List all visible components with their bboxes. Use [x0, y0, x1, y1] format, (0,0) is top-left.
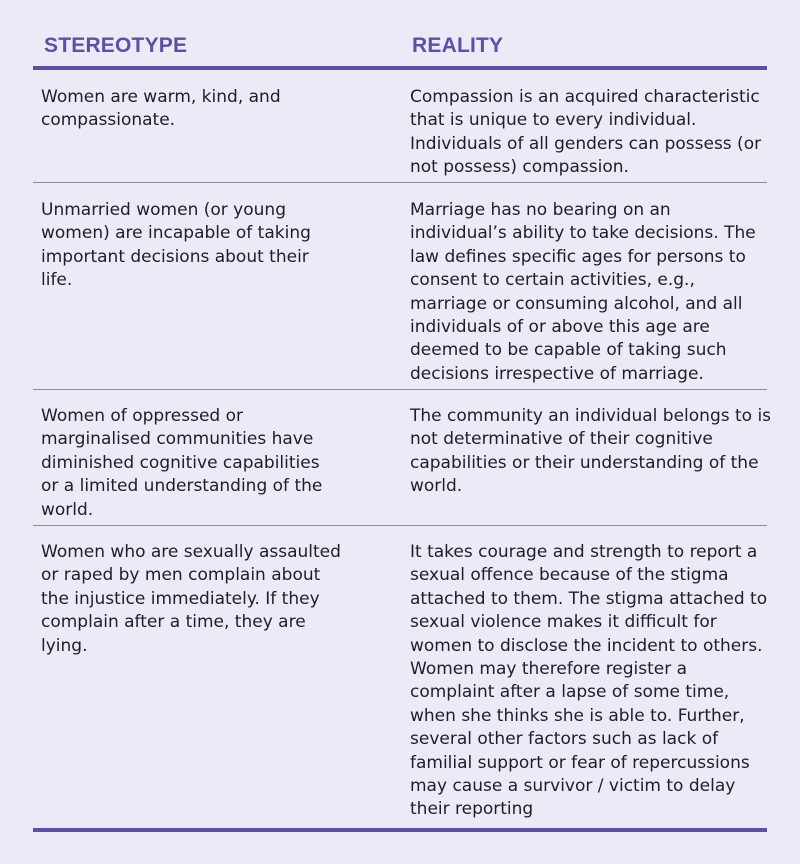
row-divider: [33, 389, 767, 390]
column-header-stereotype: STEREOTYPE: [44, 34, 188, 57]
stereotype-cell: Women of oppressed or marginalised communities have diminished cognitive capabilities or a limited understanding of the world.: [41, 406, 323, 520]
column-header-reality: REALITY: [412, 34, 504, 57]
table-bottom-border: [33, 828, 767, 832]
reality-cell: The community an individual belongs to is not determinative of their cognitive capabilities or their understanding of the world.: [410, 406, 772, 497]
stereotype-cell: Unmarried women (or young women) are incapable of taking important decisions about their life.: [41, 200, 311, 291]
row-divider: [33, 525, 767, 526]
row-divider: [33, 182, 767, 183]
stereotype-cell: Women are warm, kind, and compassionate.: [41, 87, 281, 131]
table-header: [0, 0, 800, 68]
header-divider: [33, 66, 767, 70]
stereotype-cell: Women who are sexually assaulted or raped by men complain about the injustice immediately. If they complain after a time, they are lying.: [41, 542, 341, 656]
reality-cell: Compassion is an acquired characteristic that is unique to every individual. Individuals of all genders can possess (or not possess) compassion.: [410, 87, 762, 178]
reality-cell: It takes courage and strength to report a sexual offence because of the stigma attached to them. The stigma attached to sexual violence makes it difficult for women to disclose the incident to others. Women may therefore register a complaint after a lapse of some time, when she thinks she is able to. Further, several other factors such as lack of familial support or fear of repercussions may cause a survivor / victim to delay their reporting: [410, 542, 768, 820]
reality-cell: Marriage has no bearing on an individual’s ability to take decisions. The law defines specific ages for persons to consent to certain activities, e.g., marriage or consuming alcohol, and all individuals of or above this age are deemed to be capable of taking such decisions irrespective of marriage.: [410, 200, 756, 384]
